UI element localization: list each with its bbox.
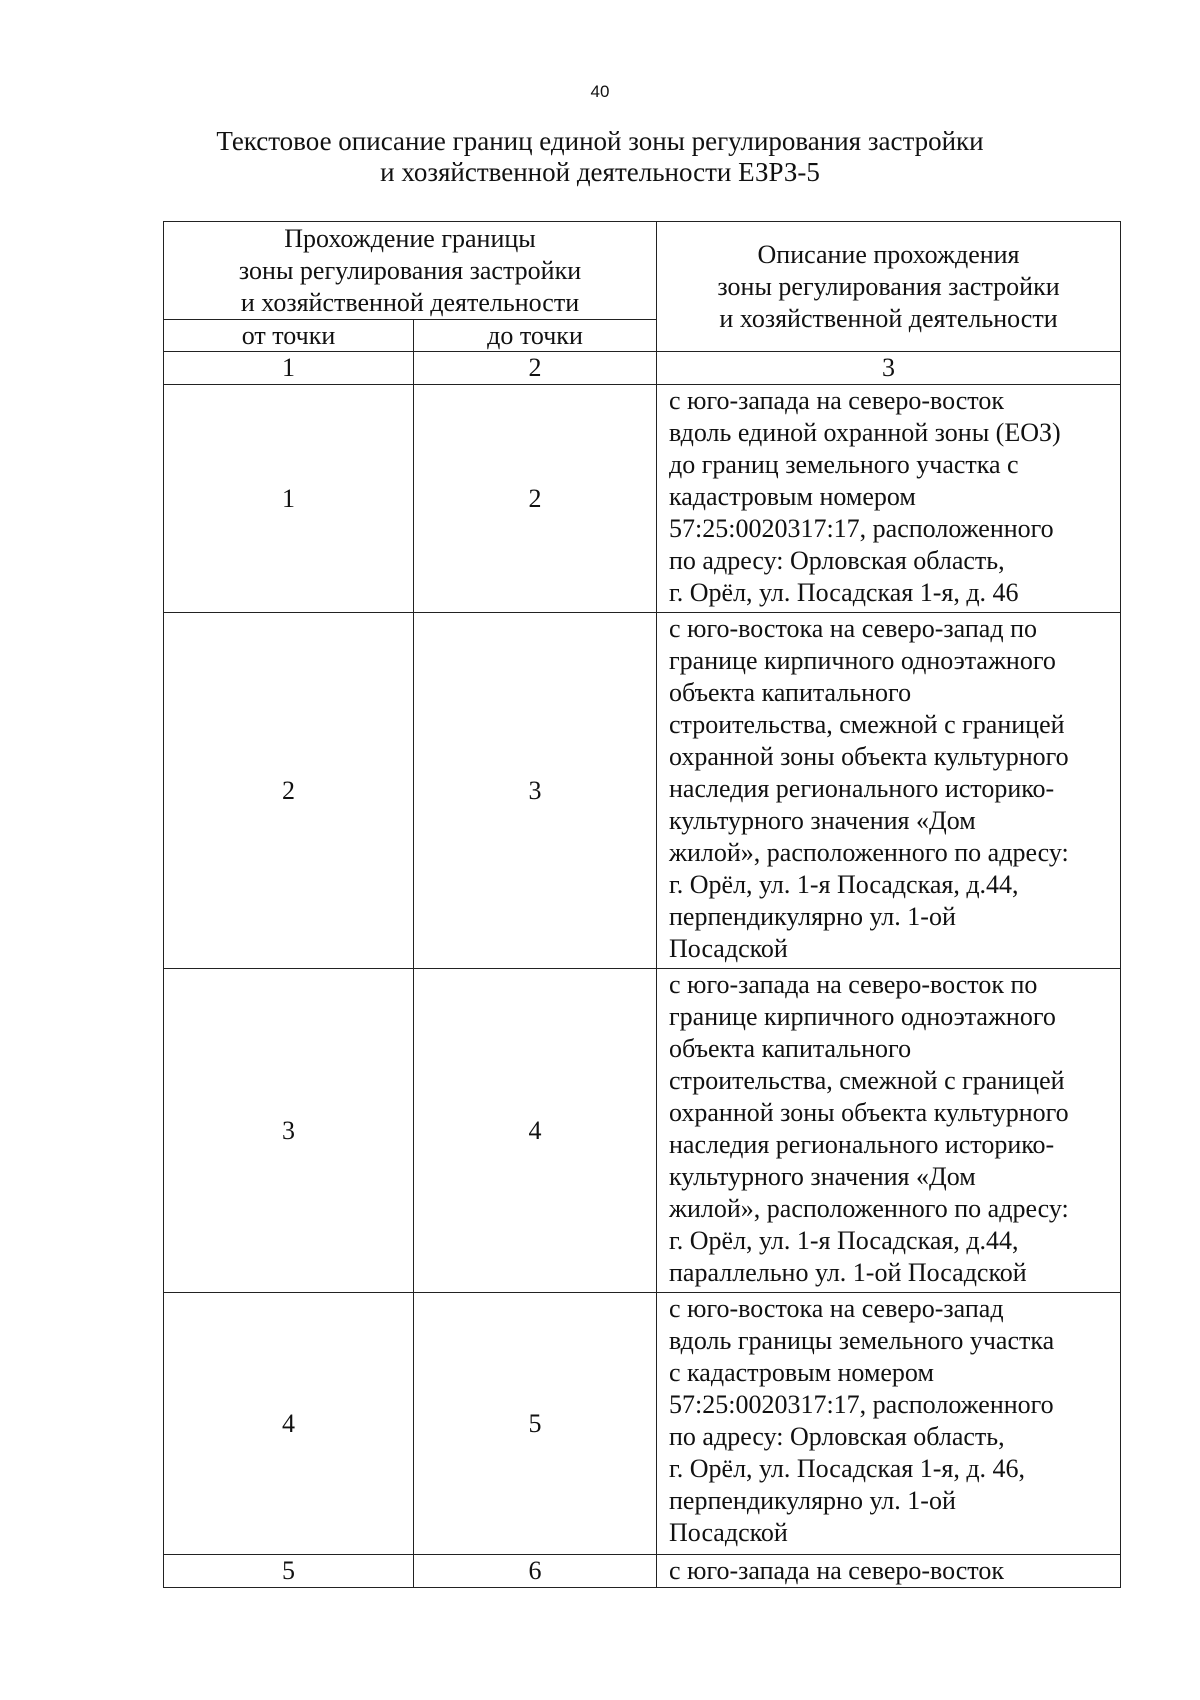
title-line-1: Текстовое описание границ единой зоны регулирования застройки [216,126,984,156]
header-to-point: до точки [414,320,657,352]
from-point-cell: 1 [164,385,414,613]
table-row [164,385,1121,613]
description-cell: с юго-востока на северо-запад вдоль границы земельного участка с кадастровым номером 57:25:0020317:17, расположенного по адресу: Орловская область, г. Орёл, ул. Посадская 1-я, д. 46, перпендикулярно ул. 1-ой Посадской [657,1293,1121,1555]
from-point-cell: 2 [164,613,414,969]
column-number: 3 [657,352,1121,385]
to-point-cell: 4 [414,969,657,1293]
table-row [164,1293,1121,1555]
column-number-row [164,352,1121,385]
description-cell: с юго-запада на северо-восток вдоль единой охранной зоны (ЕОЗ) до границ земельного участка с кадастровым номером 57:25:0020317:17, расположенного по адресу: Орловская область, г. Орёл, ул. Посадская 1-я, д. 46 [657,385,1121,613]
table-row [164,613,1121,969]
page-title [0,126,1200,188]
header-boundary-passage: Прохождение границы зоны регулирования застройки и хозяйственной деятельности [164,222,657,320]
table-row [164,1555,1121,1588]
table-row [164,969,1121,1293]
description-cell: с юго-запада на северо-восток [657,1555,1121,1588]
header-description: Описание прохождения зоны регулирования застройки и хозяйственной деятельности [657,222,1121,352]
to-point-cell: 2 [414,385,657,613]
title-line-2: и хозяйственной деятельности ЕЗРЗ-5 [380,157,820,187]
page-number: 40 [590,82,610,101]
boundary-description-table [163,221,1121,1588]
column-number: 2 [414,352,657,385]
from-point-cell: 5 [164,1555,414,1588]
header-from-point: от точки [164,320,414,352]
to-point-cell: 6 [414,1555,657,1588]
from-point-cell: 3 [164,969,414,1293]
from-point-cell: 4 [164,1293,414,1555]
column-number: 1 [164,352,414,385]
description-cell: с юго-запада на северо-восток по границе кирпичного одноэтажного объекта капитального строительства, смежной с границей охранной зоны объекта культурного наследия регионального историко- культурного значения «Дом жилой», расположенного по адресу: г. Орёл, ул. 1-я Посадская, д.44, параллельно ул. 1-ой Посадской [657,969,1121,1293]
to-point-cell: 5 [414,1293,657,1555]
table-header-row [164,222,1121,320]
to-point-cell: 3 [414,613,657,969]
description-cell: с юго-востока на северо-запад по границе кирпичного одноэтажного объекта капитального строительства, смежной с границей охранной зоны объекта культурного наследия регионального историко- культурного значения «Дом жилой», расположенного по адресу: г. Орёл, ул. 1-я Посадская, д.44, перпендикулярно ул. 1-ой Посадской [657,613,1121,969]
